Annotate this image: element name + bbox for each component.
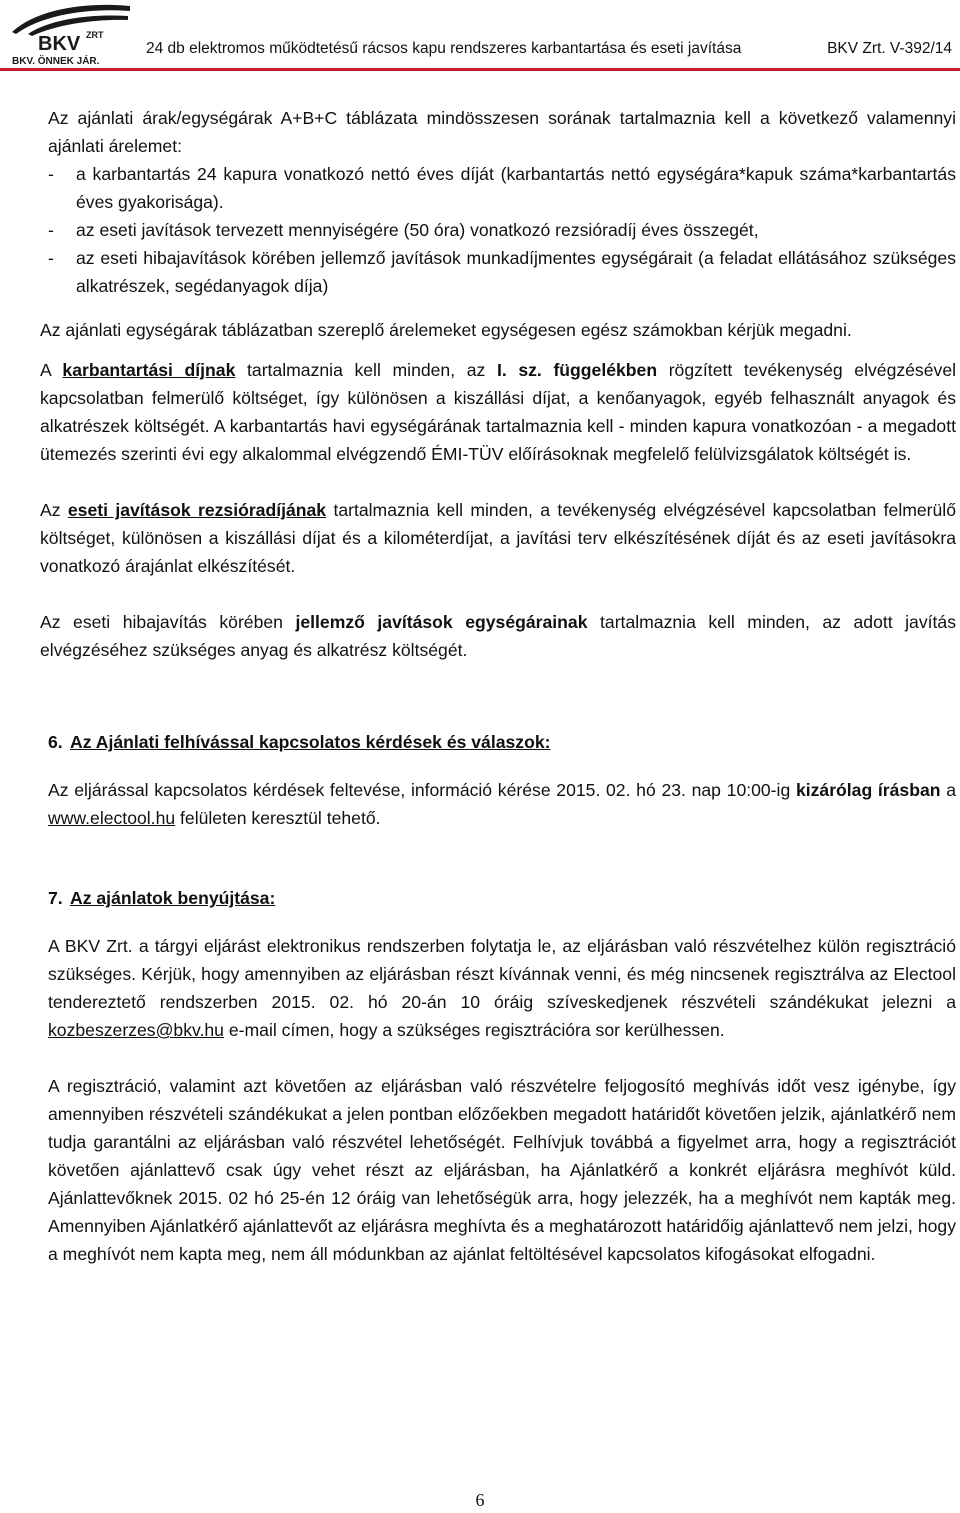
section-7-paragraph-1: A BKV Zrt. a tárgyi eljárást elektronikus rendszerben folytatja le, az eljárásban való részvételhez külön regisztráció szükséges. Kérjük, hogy amennyiben az eljárásban részt kívánnak venni, és még nincsenek regisztrálva az Electool tendereztető rendszerben 2015. 02. hó 20-án 10 óráig szíveskedjenek részvételi szándékukat jelezni a kozbeszerzes@bkv.hu e-mail címen, hogy a szükséges regisztrációra sor kerülhessen. [48, 936, 956, 1040]
intro-paragraph: Az ajánlati árak/egységárak A+B+C táblázata mindösszesen sorának tartalmaznia kell a következő valamennyi ajánlati árelemet: [48, 108, 956, 156]
logo-text: BKV [38, 33, 81, 55]
electool-link[interactable]: www.electool.hu [48, 808, 176, 828]
maintenance-fee-paragraph: A karbantartási díjnak tartalmaznia kell minden, az I. sz. függelékben rögzített tevékenység elvégzésével kapcsolatban felmerülő költséget, így különösen a kiszállási díjat, a kenőanyagok, egyéb felhasznált anyagok és alkatrészek költségét. A karbantartás havi egységárának tartalmaznia kell - minden kapura vonatkozóan - a megadott ütemezés szerinti évi egy alkalommal elvégzendő ÉMI-TÜV előírásoknak megfelelő felülvizsgálatok költségét is. [40, 360, 957, 464]
header-rule [0, 68, 960, 71]
logo-sub: ZRT [86, 30, 104, 40]
section-7-paragraph-2: A regisztráció, valamint azt követően az eljárásban való részvételre feljogosító meghívás időt vesz igénybe, így amennyiben részvételi szándékukat a jelen pontban előzőekben megadott határidőt követően jelzik, ajánlatkérő nem tudja garantálni az eljárásban való részvétel lehetőségét. Felhívjuk továbbá a figyelmet arra, hogy a regisztrációt követően ajánlattevő csak úgy vehet részt az eljárásban, ha Ajánlatkérő a konkrét eljárásra meghívót küld. Ajánlattevőknek 2015. 02 hó 25-én 12 óráig van lehetőségük arra, hogy jelezzék, ha a meghívót nem kapták meg. Amennyiben Ajánlatkérő ajánlattevőt az eljárásra meghívta és a meghatározott határidőig ajánlattevő nem jelzi, hogy a meghívót nem kapta meg, nem áll módunkban az ajánlat feltöltésével kapcsolatos kifogásokat elfogadni. [48, 1076, 956, 1264]
header-title: 24 db elektromos működtetésű rácsos kapu rendszeres karbantartása és eseti javítása [146, 40, 742, 57]
maintenance-fee-term: karbantartási díjnak [62, 360, 236, 380]
section-6-heading: 6. Az Ajánlati felhívással kapcsolatos kérdések és válaszok: [48, 732, 551, 752]
logo-tagline: BKV. ÖNNEK JÁR. [12, 56, 100, 67]
section-7-heading: 7. Az ajánlatok benyújtása: [48, 888, 276, 908]
section-6-paragraph: Az eljárással kapcsolatos kérdések feltevése, információ kérése 2015. 02. hó 23. nap 10:00-ig kizárólag írásban a www.electool.hu felületen keresztül tehető. [48, 780, 956, 828]
page-number: 6 [475, 1490, 485, 1510]
integer-prices-paragraph: Az ajánlati egységárak táblázatban szereplő árelemeket egységesen egész számokban kérjük megadni. [40, 320, 852, 340]
repairs-paragraph: Az eseti hibajavítás körében jellemző javítások egységárainak tartalmaznia kell minden, az adott javítás elvégzéséhez szükséges anyag és alkatrész költségét. [40, 612, 956, 660]
list-item: - az eseti hibajavítások körében jellemző javítások munkadíjmentes egységárait (a feladat ellátásához szükséges alkatrészek, segédanyagok díja) [48, 244, 956, 300]
email-link[interactable]: kozbeszerzes@bkv.hu [48, 1020, 224, 1040]
repairs-term: jellemző javítások egységárainak [295, 612, 588, 632]
hourly-rate-paragraph: Az eseti javítások rezsióradíjának tartalmaznia kell minden, a tevékenység elvégzésével kapcsolatban felmerülő költséget, különösen a kiszállási díjat és a kilométerdíjat, a javítási terv elkészítésének díját és az eseti javításokra vonatkozó árajánlat elkészítését. [40, 500, 957, 576]
bkv-logo-graphic [8, 2, 136, 68]
price-element-list [40, 160, 956, 300]
appendix-ref: I. sz. függelékben [496, 360, 658, 380]
list-item: - az eseti javítások tervezett mennyiségére (50 óra) vonatkozó rezsióradíj éves összegét, [48, 216, 956, 244]
hourly-rate-term: eseti javítások rezsióradíjának [67, 500, 327, 520]
list-item: - a karbantartás 24 kapura vonatkozó nettó éves díját (karbantartás nettó egységára*kapuk száma*karbantartás éves gyakorisága). [48, 160, 956, 216]
document-body [40, 104, 956, 1268]
bkv-logo [8, 2, 136, 68]
page-header [0, 0, 960, 72]
header-doc-code: BKV Zrt. V-392/14 [827, 40, 952, 57]
